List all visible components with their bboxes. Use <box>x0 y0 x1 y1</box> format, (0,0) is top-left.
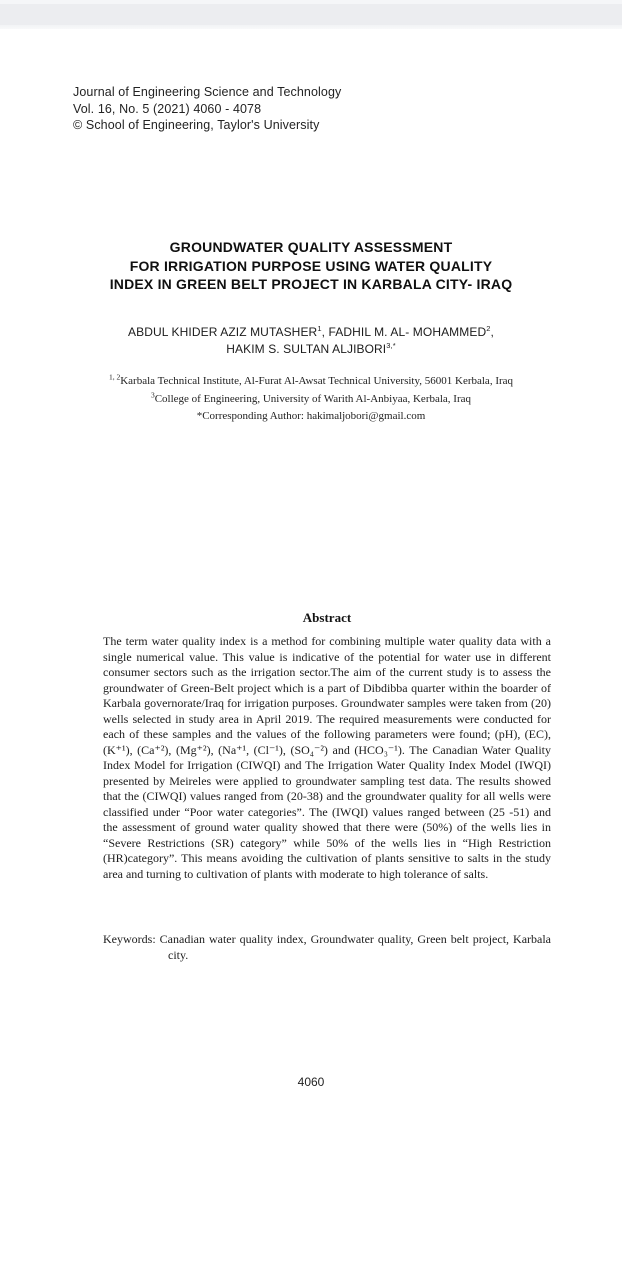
affiliation-text: College of Engineering, University of Warith Al-Anbiyaa, Kerbala, Iraq <box>154 392 472 405</box>
title-line-3: INDEX IN GREEN BELT PROJECT IN KARBALA CITY- IRAQ <box>109 276 513 292</box>
authors-block <box>0 324 622 358</box>
author-line-1 <box>0 324 622 341</box>
paper-title <box>0 238 622 294</box>
title-line-1: GROUNDWATER QUALITY ASSESSMENT <box>169 239 453 255</box>
abstract-body: The term water quality index is a method for combining multiple water quality data with a single numerical value. This value is indicative of the potential for water use in different consumer sectors such as the irrigation sector.The aim of the current study is to assess the groundwater of Green-Belt project which is a part of Dibdibba quarter within the boarder of Karbala governorate/Iraq for irrigation purposes. Groundwater samples were taken from (20) wells selected in study area in April 2019. The required measurements were conducted for each of these samples and the values of the following parameters were found; (pH), (EC), (K⁺¹), (Ca⁺²), (Mg⁺²), (Na⁺¹, (Cl⁻¹), (SO₄⁻²) and (HCO₃⁻¹). The Canadian Water Quality Index Model for Irrigation (CIWQI) and The Irrigation Water Quality Index Model (IWQI) presented by Meireles were applied to groundwater sampling test data. The results showed that the (CIWQI) values ranged from (20-38) and the groundwater quality for all wells were classified under “Poor water categories”. The (IWQI) values ranged between (25 -51) and the assessment of ground water quality showed that there were (50%) of the wells lies in “Severe Restrictions (SR) category” while 50% of the wells lies in “High Restriction (HR)category”. This means avoiding the cultivation of plants sensitive to salts in the study area and turning to cultivation of plants with moderate to high tolerance of salts. <box>103 634 551 881</box>
journal-volume-issue: Vol. 16, No. 5 (2021) 4060 - 4078 <box>73 101 262 116</box>
title-line-2: FOR IRRIGATION PURPOSE USING WATER QUALITY <box>129 257 493 274</box>
journal-header <box>73 84 341 134</box>
author-line-2 <box>0 341 622 358</box>
author-affiliation-superscript: 2 <box>486 324 491 333</box>
viewer-page-gap <box>0 0 622 29</box>
affiliation-text: Karbala Technical Institute, Al-Furat Al-Awsat Technical University, 56001 Kerbala, Iraq <box>120 375 514 387</box>
keywords-label: Keywords: <box>103 932 156 946</box>
journal-name: Journal of Engineering Science and Technology <box>73 85 342 99</box>
affiliation-line-2 <box>0 391 622 409</box>
author-line-tail: , <box>490 325 494 339</box>
affiliation-superscript: 3 <box>150 389 155 399</box>
corresponding-author-line: *Corresponding Author: hakimaljobori@gmail.com <box>196 410 426 422</box>
author-affiliation-superscript: 3,* <box>386 341 396 350</box>
keywords-block <box>103 931 551 963</box>
author-name: ABDUL KHIDER AZIZ MUTASHER <box>128 325 318 339</box>
abstract-heading: Abstract <box>302 610 352 625</box>
page-number: 4060 <box>297 1075 325 1089</box>
affiliations-block <box>0 373 622 426</box>
journal-copyright: © School of Engineering, Taylor's University <box>73 118 320 132</box>
affiliation-superscript: 1, 2 <box>108 372 121 382</box>
author-name: HAKIM S. SULTAN ALJIBORI <box>226 342 387 356</box>
author-name: , FADHIL M. AL- MOHAMMED <box>321 325 487 339</box>
affiliation-line-1 <box>0 373 622 391</box>
author-affiliation-superscript: 1 <box>317 324 322 333</box>
keywords-text: Canadian water quality index, Groundwater quality, Green belt project, Karbala city. <box>159 932 551 962</box>
